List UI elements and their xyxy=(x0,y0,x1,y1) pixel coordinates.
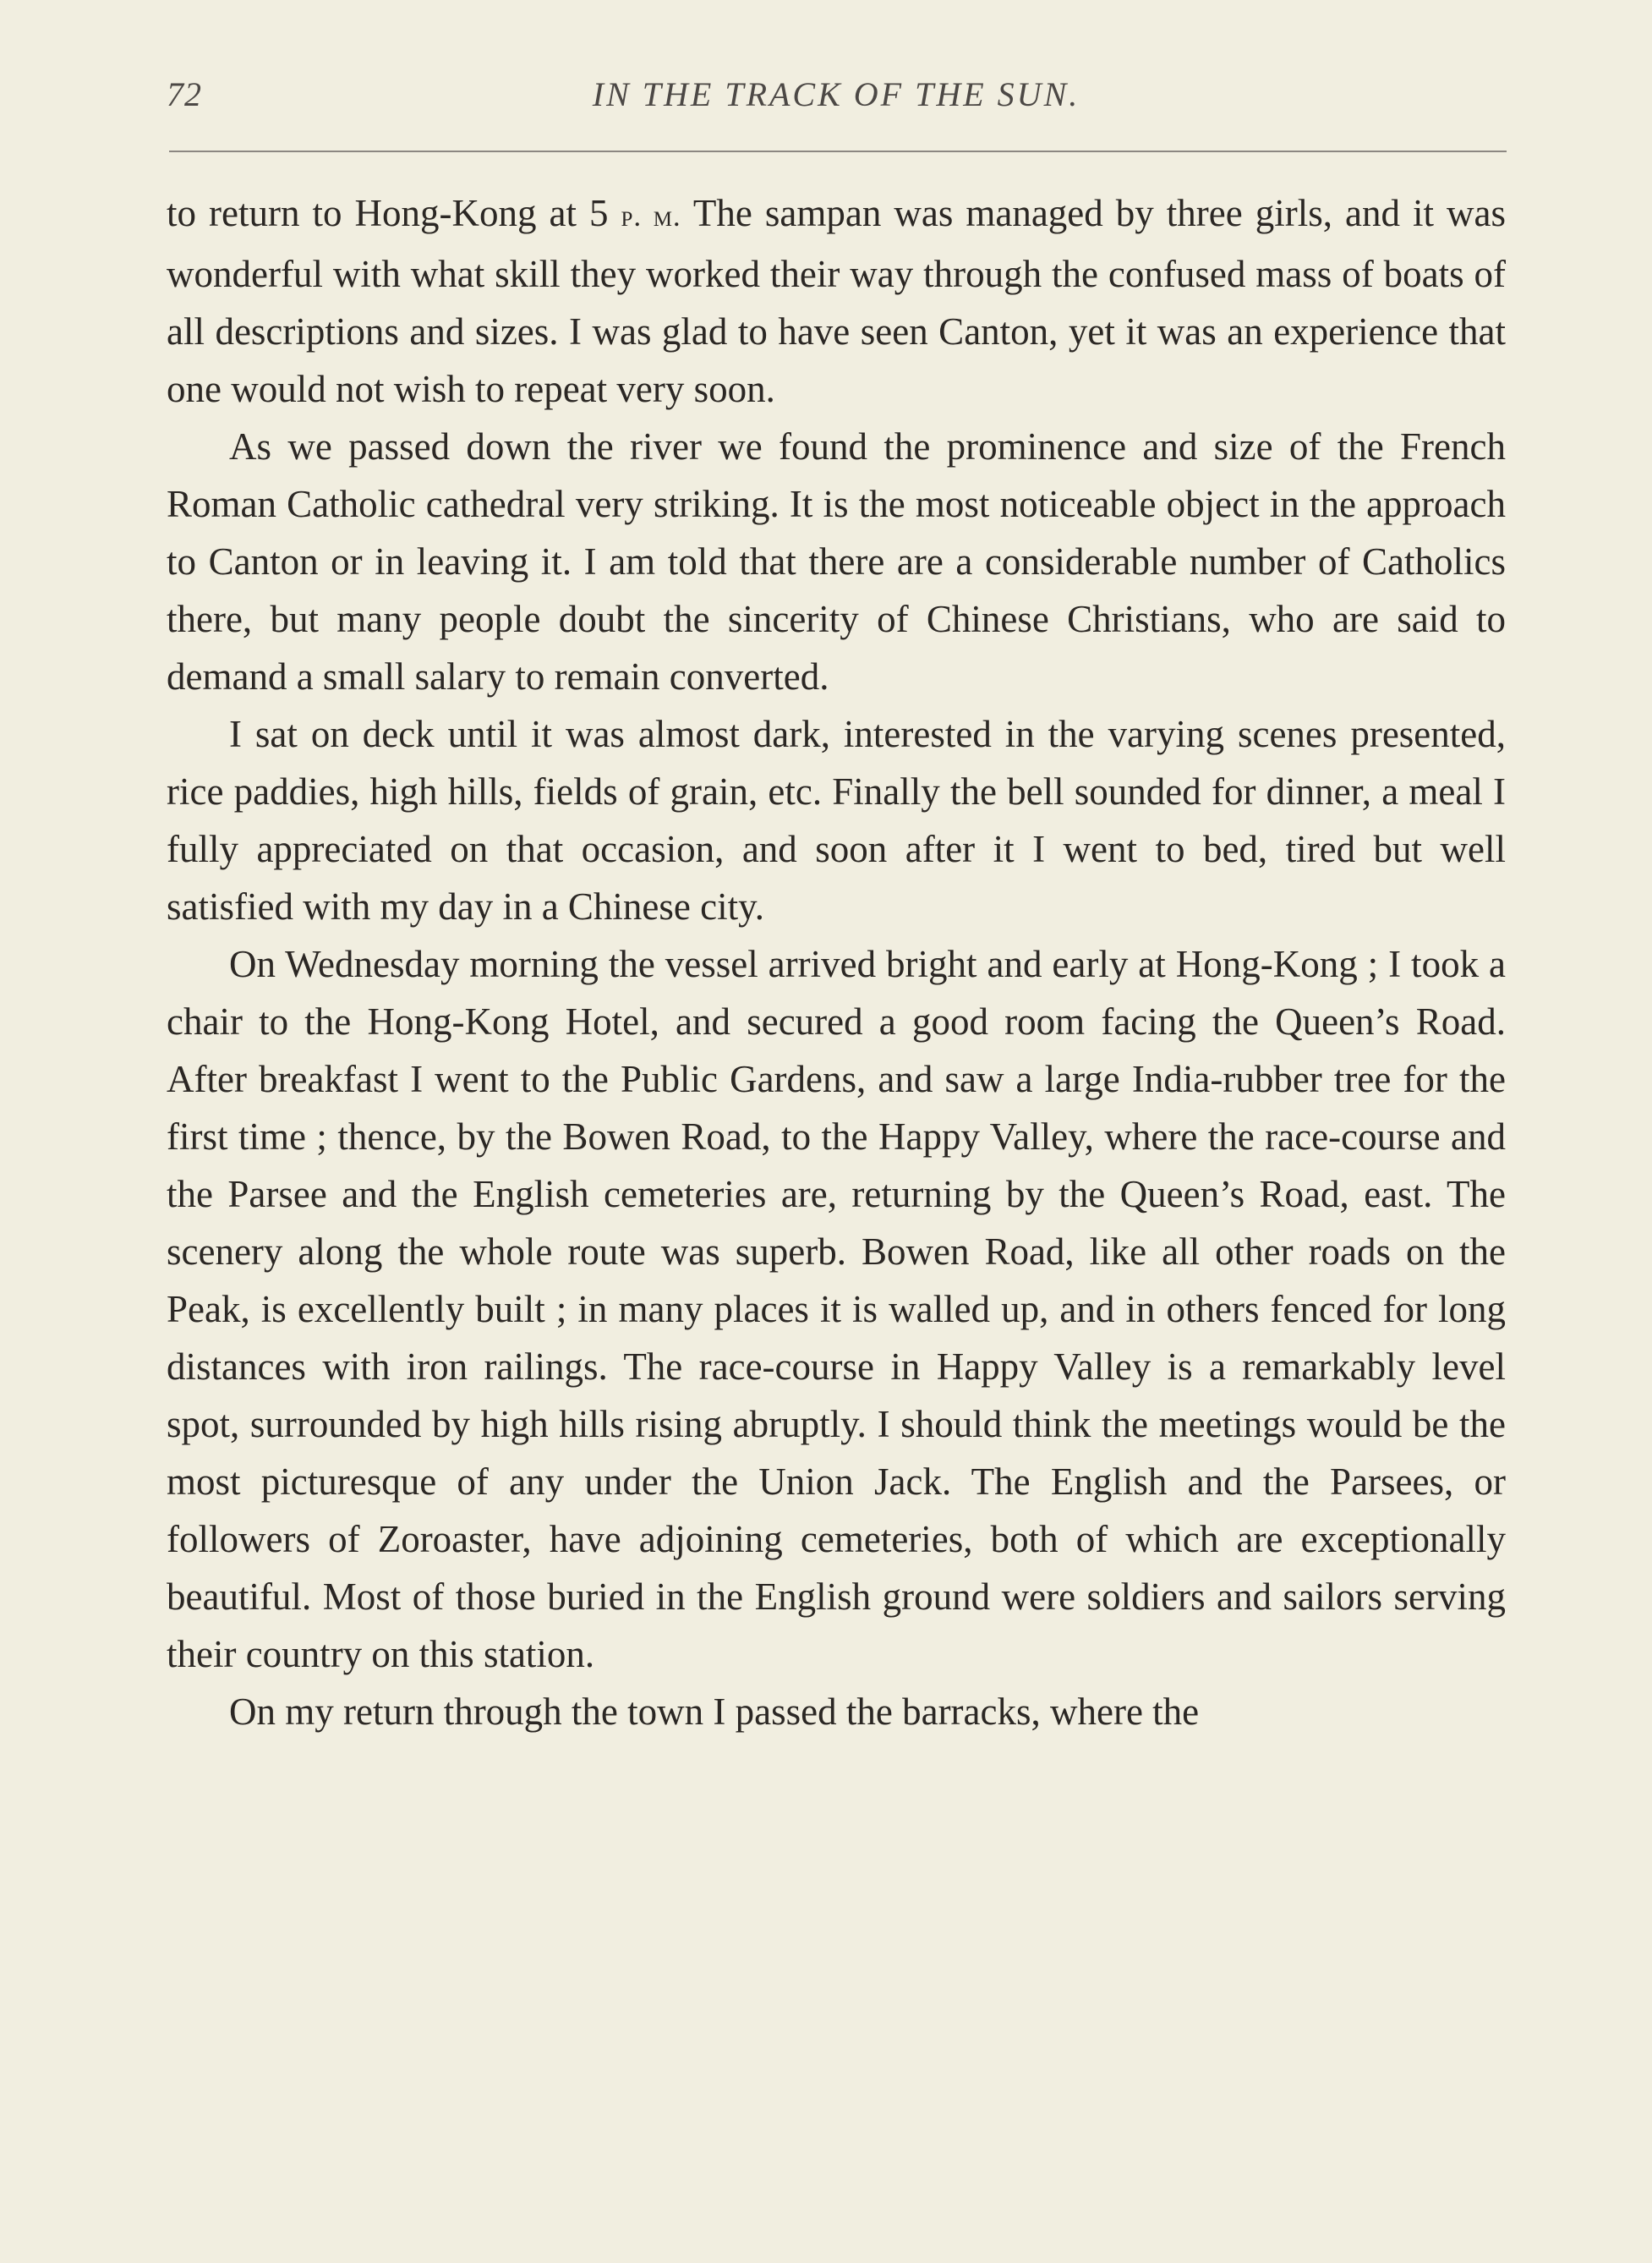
running-head xyxy=(167,74,1506,117)
paragraph-5: On my return through the town I passed the barracks, where the xyxy=(229,1690,1200,1733)
time-abbreviation: p. m. xyxy=(621,200,681,233)
paragraph-3: I sat on deck until it was almost dark, interested in the varying scenes presented, rice paddies, high hills, fields of grain, etc. Finally the bell sounded for dinner, a meal I fully appreciated on that occasion, and soon after it I went to bed, tired but well satisfied with my day in a Chinese city. xyxy=(167,713,1506,928)
paragraph-1 xyxy=(167,184,1506,418)
page-number: 72 xyxy=(167,75,202,113)
body-text xyxy=(167,184,1506,1740)
running-title: IN THE TRACK OF THE SUN. xyxy=(592,75,1080,113)
paragraph-4: On Wednesday morning the vessel arrived bright and early at Hong-Kong ; I took a chair to the Hong-Kong Hotel, and secured a good room facing the Queen’s Road. After breakfast I went to the Public Gardens, and saw a large India-rubber tree for the first time ; thence, by the Bowen Road, to the Happy Valley, where the race-course and the Parsee and the English cemeteries are, returning by the Queen’s Road, east. The scenery along the whole route was superb. Bowen Road, like all other roads on the Peak, is excellently built ; in many places it is walled up, and in others fenced for long distances with iron railings. The race-course in Happy Valley is a remarkably level spot, surrounded by high hills rising abruptly. I should think the meetings would be the most picturesque of any under the Union Jack. The English and the Parsees, or followers of Zoroaster, have adjoining cemeteries, both of which are exceptionally beautiful. Most of those buried in the English ground were soldiers and sailors serving their country on this station. xyxy=(167,943,1506,1675)
paragraph-1-text-start: to return to Hong-Kong at 5 xyxy=(167,192,621,234)
paragraph-1-text-end: The sampan was managed by three girls, and it was wonderful with what skill they worked their way through the confused mass of boats of all descriptions and sizes. I was glad to have seen Canton, yet it was an experience that one would not wish to repeat very soon. xyxy=(167,192,1506,410)
header-rule xyxy=(169,151,1507,152)
paragraph-2: As we passed down the river we found the prominence and size of the French Roman Catholic cathedral very striking. It is the most noticeable object in the approach to Canton or in leaving it. I am told that there are a considerable number of Catholics there, but many people doubt the sincerity of Chinese Christians, who are said to demand a small salary to remain converted. xyxy=(167,425,1506,698)
